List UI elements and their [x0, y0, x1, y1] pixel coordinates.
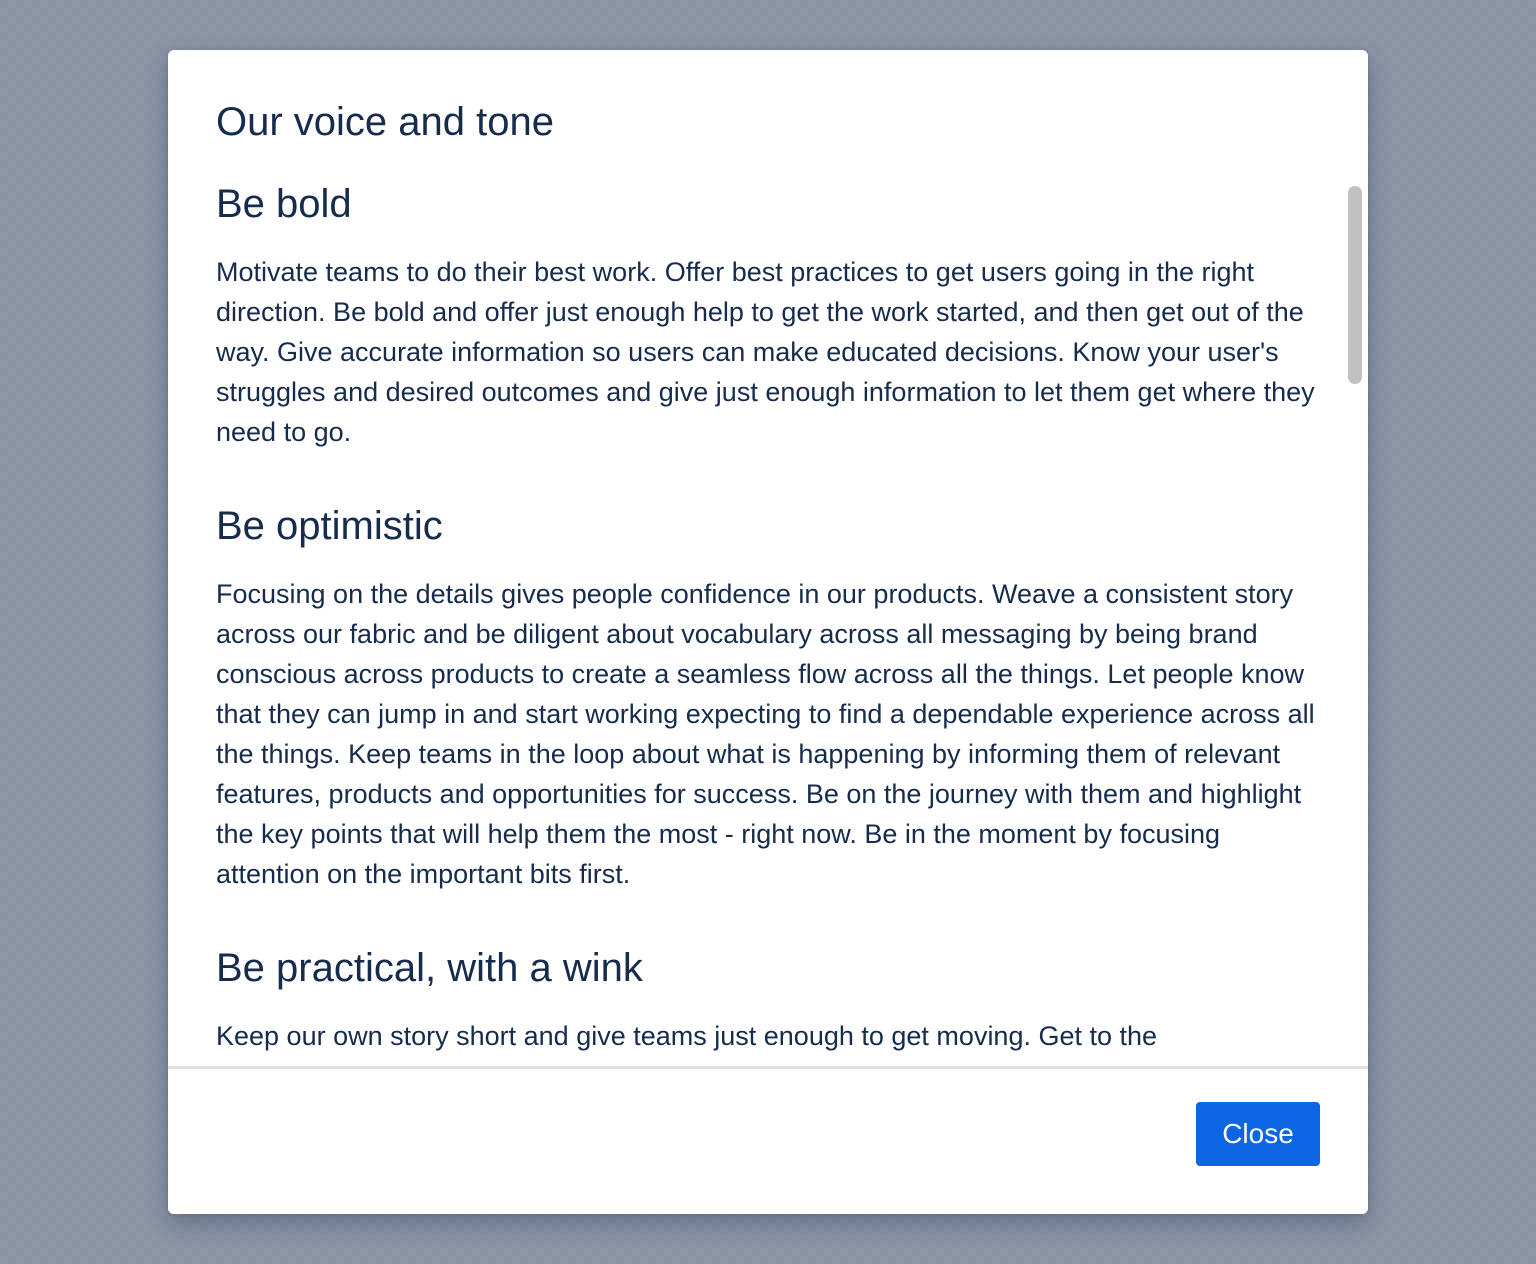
dialog-title: Our voice and tone [216, 100, 554, 144]
section-text-be-optimistic: Focusing on the details gives people confidence in our products. Weave a consistent story across our fabric and be diligent about vocabulary across all messaging by being brand conscious across products to create a seamless flow across all the things. Let people know that they can jump in and start working expecting to find a dependable experience across all the things. Keep teams in the loop about what is happening by informing them of relevant features, products and opportunities for success. Be on the journey with them and highlight the key points that will help them the most - right now. Be in the moment by focusing attention on the important bits first. [216, 579, 1315, 889]
section-heading-be-optimistic: Be optimistic [216, 504, 443, 548]
close-button[interactable]: Close [1196, 1102, 1320, 1166]
scrollbar-thumb[interactable] [1348, 186, 1362, 384]
section-heading-be-bold: Be bold [216, 182, 352, 226]
modal-dialog [168, 50, 1368, 1214]
section-text-be-practical: Keep our own story short and give teams just enough to get moving. Get to the [216, 1021, 1158, 1051]
dialog-body[interactable] [168, 168, 1368, 1068]
section-heading-be-practical: Be practical, with a wink [216, 946, 643, 990]
dialog-footer [168, 1069, 1368, 1214]
section-text-be-bold: Motivate teams to do their best work. Offer best practices to get users going in the right direction. Be bold and offer just enough help to get the work started, and then get out of the way. Give accurate information so users can make educated decisions. Know your user's struggles and desired outcomes and give just enough information to let them get where they need to go. [216, 257, 1315, 447]
dialog-body-content [168, 180, 1368, 1056]
scrollbar[interactable] [1348, 168, 1362, 1068]
